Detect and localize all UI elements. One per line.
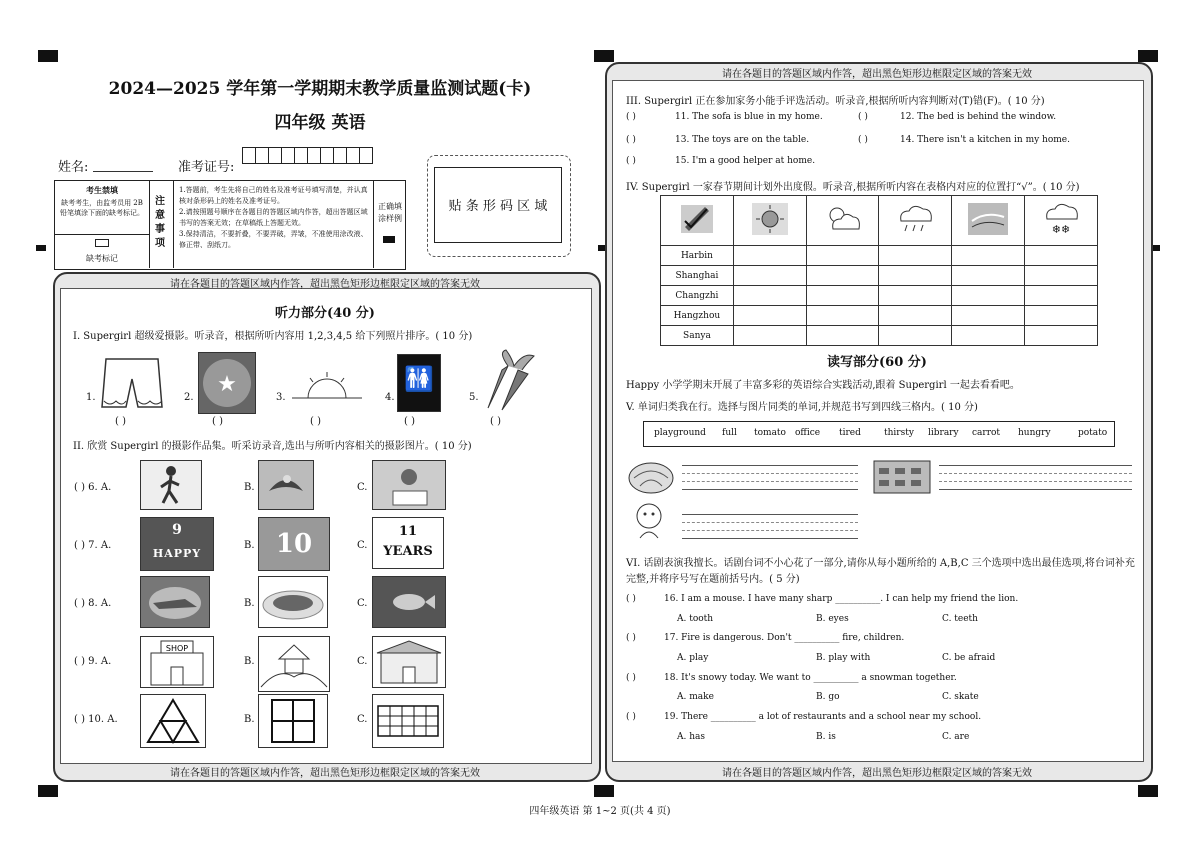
shark-photo bbox=[140, 576, 210, 628]
right-bottom-warning: 请在各题目的答题区域内作答，超出黑色矩形边框限定区域的答案无效 bbox=[722, 768, 1032, 779]
name-label: 姓名: bbox=[58, 160, 89, 175]
11-years-photo: 11 YEARS bbox=[372, 517, 444, 569]
q2-instruction: II. 欣赏 Supergirl 的摄影作品集。听采访录音,选出与所听内容相关的摄影图片。( 10 分) bbox=[73, 441, 472, 452]
right-top-warning: 请在各题目的答题区域内作答，超出黑色矩形边框限定区域的答案无效 bbox=[722, 69, 1032, 80]
q4-instruction: IV. Supergirl 一家春节期间计划外出度假。听录音,根据所听内容在表格内对应的位置打“√”。( 10 分) bbox=[626, 182, 1080, 193]
pencil-check-icon bbox=[661, 196, 734, 246]
q3-item-11: 11. The sofa is blue in my home. bbox=[675, 112, 823, 122]
runner-photo bbox=[140, 460, 202, 510]
restroom-icon: 🚻 bbox=[397, 354, 441, 412]
corner-mark bbox=[1138, 50, 1158, 62]
shorts-icon bbox=[98, 355, 166, 413]
sunrise-icon bbox=[288, 368, 366, 404]
notes-label: 注意事项 bbox=[155, 196, 165, 249]
q3-item-14: 14. There isn't a kitchen in my home. bbox=[900, 135, 1070, 145]
absent-mark-box[interactable] bbox=[95, 239, 109, 247]
q6-item-18: 18. It's snowy today. We want to __________ a snowman together. bbox=[664, 673, 957, 683]
city-changzhi: Changzhi bbox=[661, 286, 734, 306]
q2-row-6[interactable]: ( ) 6. A. bbox=[74, 482, 112, 493]
q6-blank-16[interactable]: ( ) bbox=[626, 594, 636, 604]
q1-blank-4[interactable]: ( ) bbox=[404, 416, 415, 427]
barcode-area: 贴 条 形 码 区 域 bbox=[434, 167, 562, 243]
city-sanya: Sanya bbox=[661, 326, 734, 346]
q2-row-7[interactable]: ( ) 7. A. bbox=[74, 540, 112, 551]
corner-mark bbox=[38, 50, 58, 62]
svg-text:❄❄: ❄❄ bbox=[1051, 223, 1071, 236]
q1-instruction: I. Supergirl 超级爱摄影。听录音，根据所听内容用 1,2,3,4,5 给下列照片排序。( 10 分) bbox=[73, 331, 473, 342]
notes-text: 1.答题前，考生先将自己的姓名及准考证号填写清楚，并认真核对条形码上的姓名及准考证号。 2.请按照题号顺序在各题目的答题区域内作答，超出答题区域书写的答案无效；在草稿纸上答题无效。 3.保持清洁，不要折叠，不要弄破，弄皱，不准使用涂改液、修正带、刮纸刀。 bbox=[179, 186, 368, 249]
corner-mark bbox=[1138, 785, 1158, 797]
q6-blank-17[interactable]: ( ) bbox=[626, 633, 636, 643]
fill-sample-label: 正确填涂样例 bbox=[378, 202, 402, 223]
shop-icon bbox=[140, 636, 214, 688]
q3-blank-12[interactable]: ( ) bbox=[858, 112, 868, 122]
pagoda-icon bbox=[258, 636, 330, 692]
q6-item-16: 16. I am a mouse. I have many sharp __________. I can help my friend the lion. bbox=[664, 594, 1019, 604]
q1-blank-5[interactable]: ( ) bbox=[490, 416, 501, 427]
rw-intro: Happy 小学学期末开展了丰富多彩的英语综合实践活动,跟着 Supergirl 一起去看看吧。 bbox=[626, 380, 1020, 391]
q2-row-8[interactable]: ( ) 8. A. bbox=[74, 598, 112, 609]
rectangle-grid-shape bbox=[372, 694, 444, 748]
weather-table bbox=[660, 195, 1098, 346]
q2-row-9[interactable]: ( ) 9. A. bbox=[74, 656, 112, 667]
svg-text:★: ★ bbox=[217, 372, 237, 397]
q1-blank-1[interactable]: ( ) bbox=[115, 416, 126, 427]
q6-item-19: 19. There __________ a lot of restaurants and a school near my school. bbox=[664, 712, 982, 722]
child-writing-photo bbox=[372, 460, 446, 510]
city-shanghai: Shanghai bbox=[661, 266, 734, 286]
q1-blank-2[interactable]: ( ) bbox=[212, 416, 223, 427]
triangle-shape bbox=[140, 694, 206, 748]
corner-mark bbox=[594, 785, 614, 797]
cabbage-icon bbox=[626, 458, 676, 496]
page-subtitle: 四年级 英语 bbox=[274, 113, 366, 133]
listening-title: 听力部分(40 分) bbox=[275, 306, 375, 321]
q2-row-10[interactable]: ( ) 10. A. bbox=[74, 714, 118, 725]
snowy-icon bbox=[1025, 196, 1098, 246]
partly-cloudy-icon bbox=[806, 196, 879, 246]
carrot-icon bbox=[478, 348, 548, 414]
classroom-icon bbox=[873, 460, 931, 494]
absent-mark-label: 缺考标记 bbox=[86, 254, 118, 263]
exam-no-label: 准考证号: bbox=[178, 160, 235, 175]
svg-text:SHOP: SHOP bbox=[165, 644, 189, 653]
q3-instruction: III. Supergirl 正在参加家务小能手评选活动。听录音,根据所听内容判断对(T)错(F)。( 10 分) bbox=[626, 96, 1045, 107]
windy-icon bbox=[952, 196, 1025, 246]
q3-item-13: 13. The toys are on the table. bbox=[675, 135, 810, 145]
square-grid-shape bbox=[258, 694, 328, 748]
q3-blank-11[interactable]: ( ) bbox=[626, 112, 636, 122]
sunny-icon bbox=[733, 196, 806, 246]
city-harbin: Harbin bbox=[661, 246, 734, 266]
q5-instruction: V. 单词归类我在行。选择与图片同类的单词,并规范书写到四线三格内。( 10 分) bbox=[626, 402, 978, 413]
rainy-icon bbox=[879, 196, 952, 246]
absent-text: 缺考考生，由监考员用 2B 铅笔填涂下面的缺考标记。 bbox=[60, 199, 144, 217]
q6-blank-18[interactable]: ( ) bbox=[626, 673, 636, 683]
birthday-9-photo: 9 HAPPY bbox=[140, 517, 214, 571]
absent-title: 考生禁填 bbox=[86, 185, 118, 195]
q3-item-12: 12. The bed is behind the window. bbox=[900, 112, 1057, 122]
page-title: 2024—2025 学年第一学期期末教学质量监测试题(卡) bbox=[108, 79, 532, 99]
rw-title: 读写部分(60 分) bbox=[827, 355, 927, 370]
page-footer: 四年级英语 第 1~2 页(共 4 页) bbox=[529, 806, 671, 817]
city-hangzhou: Hangzhou bbox=[661, 306, 734, 326]
corner-mark bbox=[38, 785, 58, 797]
writing-lines-3[interactable] bbox=[682, 514, 858, 540]
underwater-fish-photo bbox=[372, 576, 446, 628]
fill-sample-mark bbox=[383, 236, 395, 243]
writing-lines-1[interactable] bbox=[682, 465, 858, 491]
q3-blank-14[interactable]: ( ) bbox=[858, 135, 868, 145]
q6-instruction: VI. 话剧表演我擅长。话剧台词不小心花了一部分,请你从每小题所给的 A,B,C 三个选项中选出最佳选项,将台词补充完整,并将序号写在题前括号内。( 5 分) bbox=[626, 558, 1135, 585]
fish-dish-photo bbox=[258, 576, 328, 628]
school-building-icon bbox=[372, 636, 446, 688]
q1-blank-3[interactable]: ( ) bbox=[310, 416, 321, 427]
left-bottom-warning: 请在各题目的答题区域内作答，超出黑色矩形边框限定区域的答案无效 bbox=[170, 768, 480, 779]
q3-item-15: 15. I'm a good helper at home. bbox=[675, 156, 816, 166]
thinking-child-icon bbox=[628, 500, 670, 540]
stars-icon bbox=[198, 352, 256, 414]
name-field[interactable] bbox=[93, 171, 153, 172]
q3-blank-15[interactable]: ( ) bbox=[626, 156, 636, 166]
q6-item-17: 17. Fire is dangerous. Don't __________ fire, children. bbox=[664, 633, 905, 643]
left-top-warning: 请在各题目的答题区域内作答，超出黑色矩形边框限定区域的答案无效 bbox=[170, 279, 480, 290]
info-block bbox=[54, 180, 406, 270]
writing-lines-2[interactable] bbox=[939, 465, 1132, 491]
number-10-photo: 10 bbox=[258, 517, 330, 571]
side-mark bbox=[36, 245, 46, 251]
eagle-photo bbox=[258, 460, 314, 510]
q3-blank-13[interactable]: ( ) bbox=[626, 135, 636, 145]
q6-blank-19[interactable]: ( ) bbox=[626, 712, 636, 722]
exam-no-boxes[interactable] bbox=[242, 147, 392, 167]
word-bank: playground full tomato office tired thirsty library carrot hungry potato bbox=[643, 421, 1115, 447]
corner-mark bbox=[594, 50, 614, 62]
